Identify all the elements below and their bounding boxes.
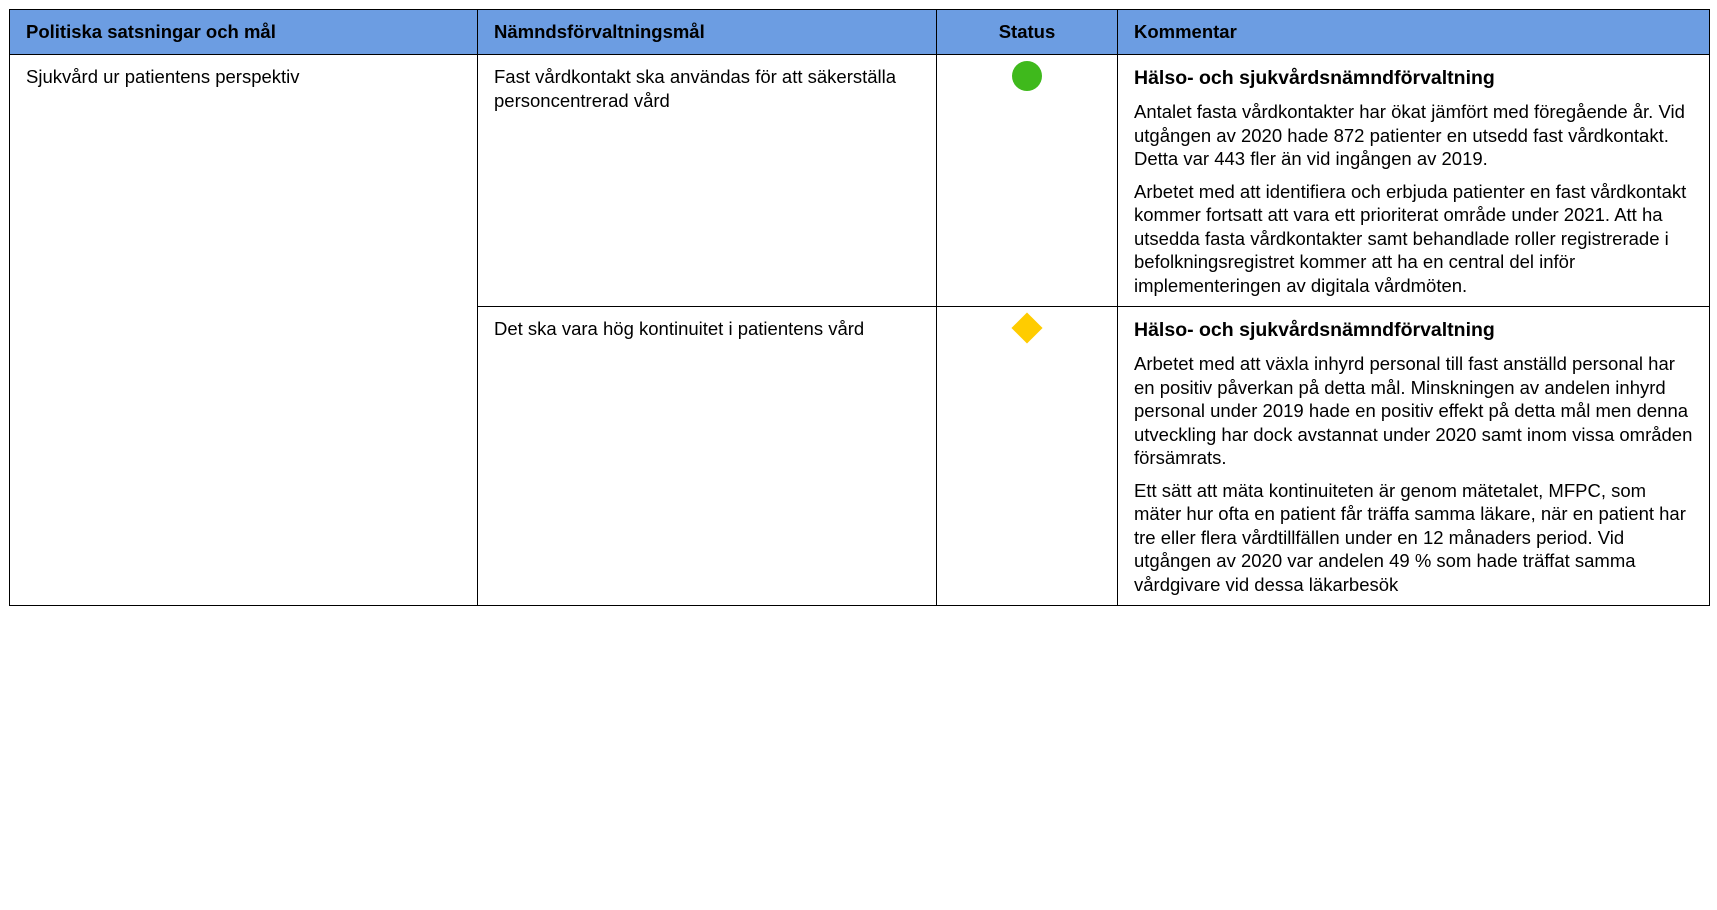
goals-table xyxy=(9,9,1710,606)
comment-cell xyxy=(1118,55,1710,307)
comment-paragraph: Arbetet med att identifiera och erbjuda patienter en fast vårdkontakt kommer fortsatt att vara ett prioriterat område under 2021. Att ha utsedda fasta vårdkontakter samt behandlade roller registrerade i befolkningsregistret kommer att ha en central del inför implementeringen av digitala vårdmöten. xyxy=(1134,180,1687,296)
goal-text: Fast vårdkontakt ska användas för att säkerställa personcentrerad vård xyxy=(494,66,897,111)
status-cell xyxy=(937,307,1118,606)
section-cell xyxy=(10,55,478,606)
status-cell xyxy=(937,55,1118,307)
goal-cell xyxy=(478,55,937,307)
comment-paragraph: Antalet fasta vårdkontakter har ökat jämfört med föregående år. Vid utgången av 2020 hade 872 patienter en utsedd fast vårdkontakt. Detta var 443 fler än vid ingången av 2019. xyxy=(1134,101,1685,169)
table-header-row xyxy=(10,10,1710,55)
comment-title: Hälso- och sjukvårdsnämndförvaltning xyxy=(1134,319,1495,341)
yellow-diamond-icon xyxy=(1011,312,1042,343)
comment-cell xyxy=(1118,307,1710,606)
header-political-goals: Politiska satsningar och mål xyxy=(10,10,478,55)
table-row xyxy=(10,55,1710,307)
header-status: Status xyxy=(937,10,1118,55)
comment-title: Hälso- och sjukvårdsnämndförvaltning xyxy=(1134,67,1495,89)
green-circle-icon xyxy=(1012,61,1042,91)
section-label: Sjukvård ur patientens perspektiv xyxy=(26,66,300,87)
header-committee-goals: Nämndsförvaltningsmål xyxy=(478,10,937,55)
header-comment: Kommentar xyxy=(1118,10,1710,55)
goal-cell xyxy=(478,307,937,606)
comment-paragraph: Arbetet med att växla inhyrd personal till fast anställd personal har en positiv påverkan på detta mål. Minskningen av andelen inhyrd personal under 2019 hade en positiv effekt på detta mål men denna utveckling har dock avstannat under 2020 samt inom vissa områden försämrats. xyxy=(1134,353,1693,468)
goal-text: Det ska vara hög kontinuitet i patientens vård xyxy=(494,318,865,339)
comment-paragraph: Ett sätt att mäta kontinuiteten är genom mätetalet, MFPC, som mäter hur ofta en patient får träffa samma läkare, när en patient har tre eller flera vårdtillfällen under en 12 månaders period. Vid utgången av 2020 var andelen 49 % som hade träffat samma vårdgivare vid dessa läkarbesök xyxy=(1134,479,1686,595)
